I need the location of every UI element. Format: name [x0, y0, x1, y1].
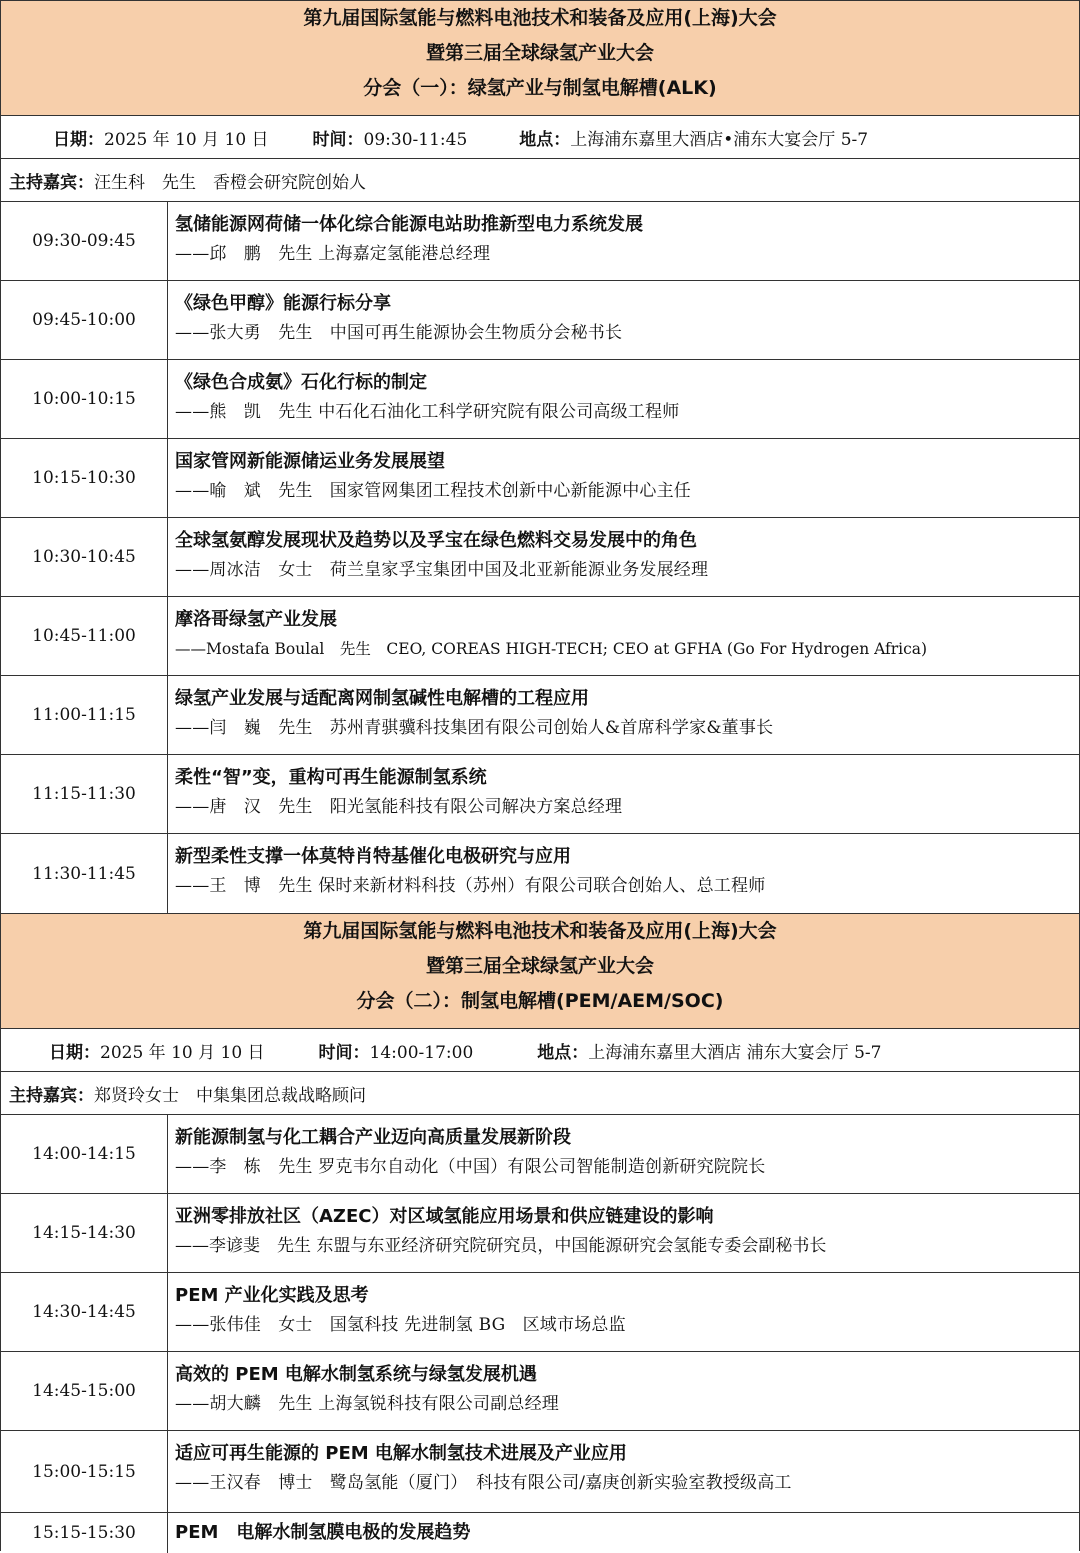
- time-slot: 11:00-11:15: [1, 676, 168, 754]
- talk-title: PEM 电解水制氢膜电极的发展趋势: [175, 1522, 471, 1543]
- table-row: [1, 834, 1079, 913]
- talk-content: [168, 518, 1079, 596]
- talk-title: 新型柔性支撑一体莫特肖特基催化电极研究与应用: [175, 846, 571, 867]
- host-label: 主持嘉宾：: [9, 1085, 94, 1106]
- talk-content: [168, 1194, 1079, 1272]
- talk-title: 《绿色甲醇》能源行标分享: [175, 293, 391, 314]
- time-slot: 15:15-15:30: [1, 1513, 168, 1553]
- time-slot: 09:30-09:45: [1, 202, 168, 280]
- session2-schedule: [1, 1115, 1079, 1553]
- talk-content: [168, 834, 1079, 913]
- time-slot: 14:00-14:15: [1, 1115, 168, 1193]
- talk-speaker: ——张伟佳 女士 国氢科技 先进制氢 BG 区域市场总监: [175, 1315, 626, 1335]
- table-row: [1, 1273, 1079, 1352]
- talk-title: 绿氢产业发展与适配离网制氢碱性电解槽的工程应用: [175, 688, 589, 709]
- talk-content: [168, 360, 1079, 438]
- time-slot: 14:30-14:45: [1, 1273, 168, 1351]
- session1-host: [1, 159, 1079, 202]
- session1-info: [1, 116, 1079, 159]
- talk-title: 全球氢氨醇发展现状及趋势以及孚宝在绿色燃料交易发展中的角色: [175, 530, 697, 551]
- session2-info: [1, 1029, 1079, 1072]
- talk-title: 国家管网新能源储运业务发展展望: [175, 451, 445, 472]
- talk-speaker: ——张大勇 先生 中国可再生能源协会生物质分会秘书长: [175, 323, 623, 343]
- talk-title: PEM 产业化实践及思考: [175, 1285, 369, 1306]
- talk-speaker: ——熊 凯 先生 中石化石油化工科学研究院有限公司高级工程师: [175, 402, 680, 422]
- talk-speaker: ——胡大麟 先生 上海氢锐科技有限公司副总经理: [175, 1394, 560, 1414]
- talk-content: [168, 439, 1079, 517]
- time-slot: 11:15-11:30: [1, 755, 168, 833]
- talk-title: 新能源制氢与化工耦合产业迈向高质量发展新阶段: [175, 1127, 571, 1148]
- talk-title: 亚洲零排放社区（AZEC）对区域氢能应用场景和供应链建设的影响: [175, 1206, 714, 1227]
- session2-place: 地点：上海浦东嘉里大酒店 浦东大宴会厅 5-7: [537, 1042, 882, 1063]
- time-slot: 14:15-14:30: [1, 1194, 168, 1272]
- talk-content: [168, 281, 1079, 359]
- talk-speaker: ——王汉春 博士 鹭岛氢能（厦门） 科技有限公司/嘉庚创新实验室教授级高工: [175, 1473, 792, 1493]
- talk-content: [168, 1273, 1079, 1351]
- session1-banner-line1: 第九届国际氢能与燃料电池技术和装备及应用(上海)大会: [303, 7, 777, 29]
- table-row: [1, 360, 1079, 439]
- host-value: 汪生科 先生 香橙会研究院创始人: [94, 172, 366, 193]
- talk-content: [168, 676, 1079, 754]
- talk-content: [168, 1115, 1079, 1193]
- talk-title: 高效的 PEM 电解水制氢系统与绿氢发展机遇: [175, 1364, 537, 1385]
- table-row: [1, 1115, 1079, 1194]
- talk-speaker: ——唐 汉 先生 阳光氢能科技有限公司解决方案总经理: [175, 797, 623, 817]
- talk-content: [168, 1513, 1079, 1553]
- time-slot: 15:00-15:15: [1, 1431, 168, 1512]
- time-slot: 10:15-10:30: [1, 439, 168, 517]
- session2-banner-line2: 暨第三届全球绿氢产业大会: [425, 955, 654, 977]
- time-slot: 11:30-11:45: [1, 834, 168, 913]
- session1-schedule: [1, 202, 1079, 913]
- table-row: [1, 281, 1079, 360]
- table-row: [1, 1352, 1079, 1431]
- talk-speaker: ——Mostafa Boulal 先生 CEO, COREAS HIGH-TECH; CEO at GFHA (Go For Hydrogen Africa): [175, 640, 928, 658]
- talk-content: [168, 202, 1079, 280]
- talk-speaker: ——李谚斐 先生 东盟与东亚经济研究院研究员，中国能源研究会氢能专委会副秘书长: [175, 1236, 827, 1256]
- talk-title: 摩洛哥绿氢产业发展: [175, 609, 337, 630]
- talk-speaker: ——王 博 先生 保时来新材料科技（苏州）有限公司联合创始人、总工程师: [175, 876, 766, 896]
- talk-content: [168, 755, 1079, 833]
- time-slot: 10:00-10:15: [1, 360, 168, 438]
- talk-title: 适应可再生能源的 PEM 电解水制氢技术进展及产业应用: [175, 1443, 627, 1464]
- session2-host: [1, 1072, 1079, 1115]
- time-slot: 14:45-15:00: [1, 1352, 168, 1430]
- session1-time: 时间：09:30-11:45: [312, 129, 468, 150]
- time-slot: 10:30-10:45: [1, 518, 168, 596]
- table-row: [1, 676, 1079, 755]
- session1-banner-line3: 分会（一）：绿氢产业与制氢电解槽(ALK): [363, 77, 717, 99]
- talk-speaker: ——周冰洁 女士 荷兰皇家孚宝集团中国及北亚新能源业务发展经理: [175, 560, 709, 580]
- session1-place: 地点：上海浦东嘉里大酒店•浦东大宴会厅 5-7: [519, 129, 869, 150]
- table-row: [1, 755, 1079, 834]
- table-row: [1, 597, 1079, 676]
- talk-speaker: ——喻 斌 先生 国家管网集团工程技术创新中心新能源中心主任: [175, 481, 691, 501]
- table-row: [1, 202, 1079, 281]
- session2-banner-line3: 分会（二）：制氢电解槽(PEM/AEM/SOC): [356, 990, 724, 1012]
- session2-banner: [1, 913, 1079, 1029]
- session2-banner-line1: 第九届国际氢能与燃料电池技术和装备及应用(上海)大会: [303, 920, 777, 942]
- session1-banner-line2: 暨第三届全球绿氢产业大会: [425, 42, 654, 64]
- table-row: [1, 1431, 1079, 1513]
- talk-title: 《绿色合成氨》石化行标的制定: [175, 372, 427, 393]
- session2-time: 时间：14:00-17:00: [318, 1042, 474, 1063]
- table-row: [1, 1513, 1079, 1553]
- host-value: 郑贤玲女士 中集集团总裁战略顾问: [94, 1085, 366, 1106]
- talk-content: [168, 597, 1079, 675]
- table-row: [1, 1194, 1079, 1273]
- session1-date: 日期：2025 年 10 月 10 日: [53, 129, 269, 150]
- session2-date: 日期：2025 年 10 月 10 日: [49, 1042, 265, 1063]
- time-slot: 10:45-11:00: [1, 597, 168, 675]
- table-row: [1, 518, 1079, 597]
- talk-speaker: ——闫 巍 先生 苏州青骐骥科技集团有限公司创始人&首席科学家&董事长: [175, 718, 774, 738]
- talk-title: 柔性“智”变，重构可再生能源制氢系统: [175, 767, 487, 788]
- talk-content: [168, 1352, 1079, 1430]
- session1-banner: [1, 0, 1079, 116]
- time-slot: 09:45-10:00: [1, 281, 168, 359]
- talk-speaker: ——邱 鹏 先生 上海嘉定氢能港总经理: [175, 244, 491, 264]
- table-row: [1, 439, 1079, 518]
- talk-content: [168, 1431, 1079, 1512]
- host-label: 主持嘉宾：: [9, 172, 94, 193]
- talk-speaker: ——李 栋 先生 罗克韦尔自动化（中国）有限公司智能制造创新研究院院长: [175, 1157, 766, 1177]
- talk-title: 氢储能源网荷储一体化综合能源电站助推新型电力系统发展: [175, 214, 643, 235]
